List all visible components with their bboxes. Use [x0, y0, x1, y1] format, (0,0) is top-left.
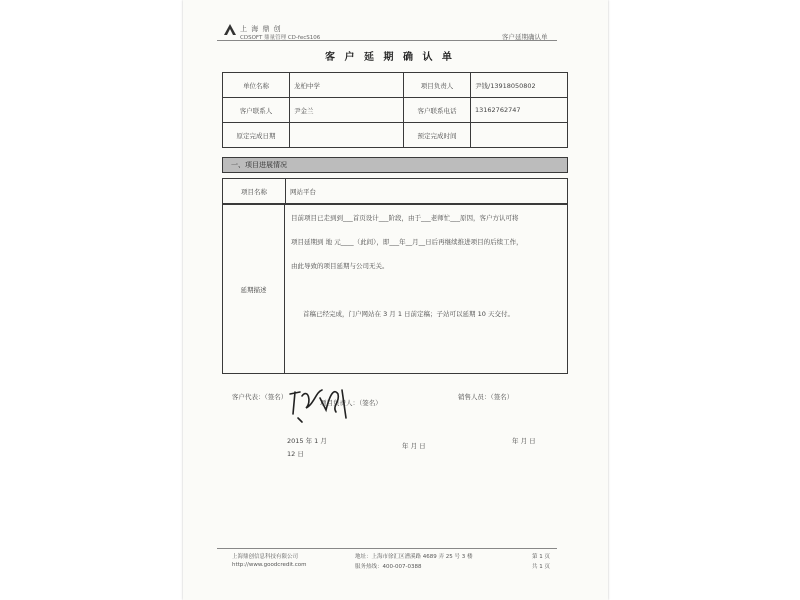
footer-page: 第 1 页 [532, 554, 550, 560]
unit-name-label: 单位名称 [223, 73, 290, 98]
expected-date-value [471, 123, 568, 148]
delay-description-label: 延期描述 [223, 205, 285, 373]
header-doc-label: 客户延期确认单 [502, 33, 548, 41]
project-lead-signature-label: 项目负责人：（签名） [320, 399, 382, 407]
section-title: 一、项目进展情况 [222, 157, 568, 173]
delay-line: 由此导致的项目延期与公司无关。 [291, 262, 389, 270]
footer-hotline: 服务热线：400-007-0388 [355, 564, 422, 570]
customer-contact-label: 客户联系人 [223, 98, 290, 123]
expected-date-label: 预定完成时间 [404, 123, 471, 148]
project-name-value: 网站平台 [286, 179, 568, 204]
footer-divider [217, 548, 557, 549]
footer-company: 上海鼎创信息科技有限公司 [232, 554, 299, 560]
table-row [223, 73, 568, 98]
footer-website: http://www.goodcredit.com [232, 562, 307, 568]
company-logo-icon [223, 22, 237, 36]
sales-date: 年 月 日 [512, 437, 536, 445]
delay-line: 首稿已经完成，门户网站在 3 月 1 日前定稿；子站可以延期 10 天交付。 [303, 310, 514, 318]
customer-phone-label: 客户联系电话 [404, 98, 471, 123]
sales-signature-label: 销售人员：（签名） [458, 393, 514, 401]
brand-subtitle: CDSOFT 鼎量管理 CD-fecS106 [240, 35, 321, 41]
unit-name-value: 龙柏中学 [290, 73, 404, 98]
delay-line: 项目延期到 地 元____（此间），即___年__月__日后再继续推进项目的后续工作， [291, 238, 523, 246]
table-row [223, 179, 568, 204]
delay-description-box [222, 204, 568, 374]
project-manager-label: 项目负责人 [404, 73, 471, 98]
handwritten-signature-icon [286, 384, 356, 424]
table-row [223, 98, 568, 123]
project-lead-date: 年 月 日 [402, 442, 426, 450]
brand-name: 上 海 鼎 创 [240, 25, 282, 33]
delay-line: 目前项目已走到到___首页设计___阶段，由于___老师忙___原因，客户方认可将 [291, 214, 519, 222]
document-title: 客 户 延 期 确 认 单 [325, 52, 455, 63]
table-row [223, 123, 568, 148]
customer-rep-signature-label: 客户代表：（签名） [232, 393, 288, 401]
info-table [222, 72, 568, 148]
footer-address: 地址：上海市徐汇区漕溪路 4689 弄 25 号 3 楼 [355, 554, 473, 560]
original-date-value [290, 123, 404, 148]
header-divider [217, 40, 557, 41]
project-manager-value: 尹钱/13918050802 [471, 73, 568, 98]
footer-total: 共 1 页 [532, 564, 550, 570]
customer-contact-value: 尹金兰 [290, 98, 404, 123]
customer-date-line1: 2015 年 1 月 [287, 437, 327, 445]
customer-phone-value: 13162762747 [471, 98, 568, 123]
customer-date-line2: 12 日 [287, 450, 304, 458]
original-date-label: 原定完成日期 [223, 123, 290, 148]
project-table [222, 178, 568, 204]
project-name-label: 项目名称 [223, 179, 286, 204]
